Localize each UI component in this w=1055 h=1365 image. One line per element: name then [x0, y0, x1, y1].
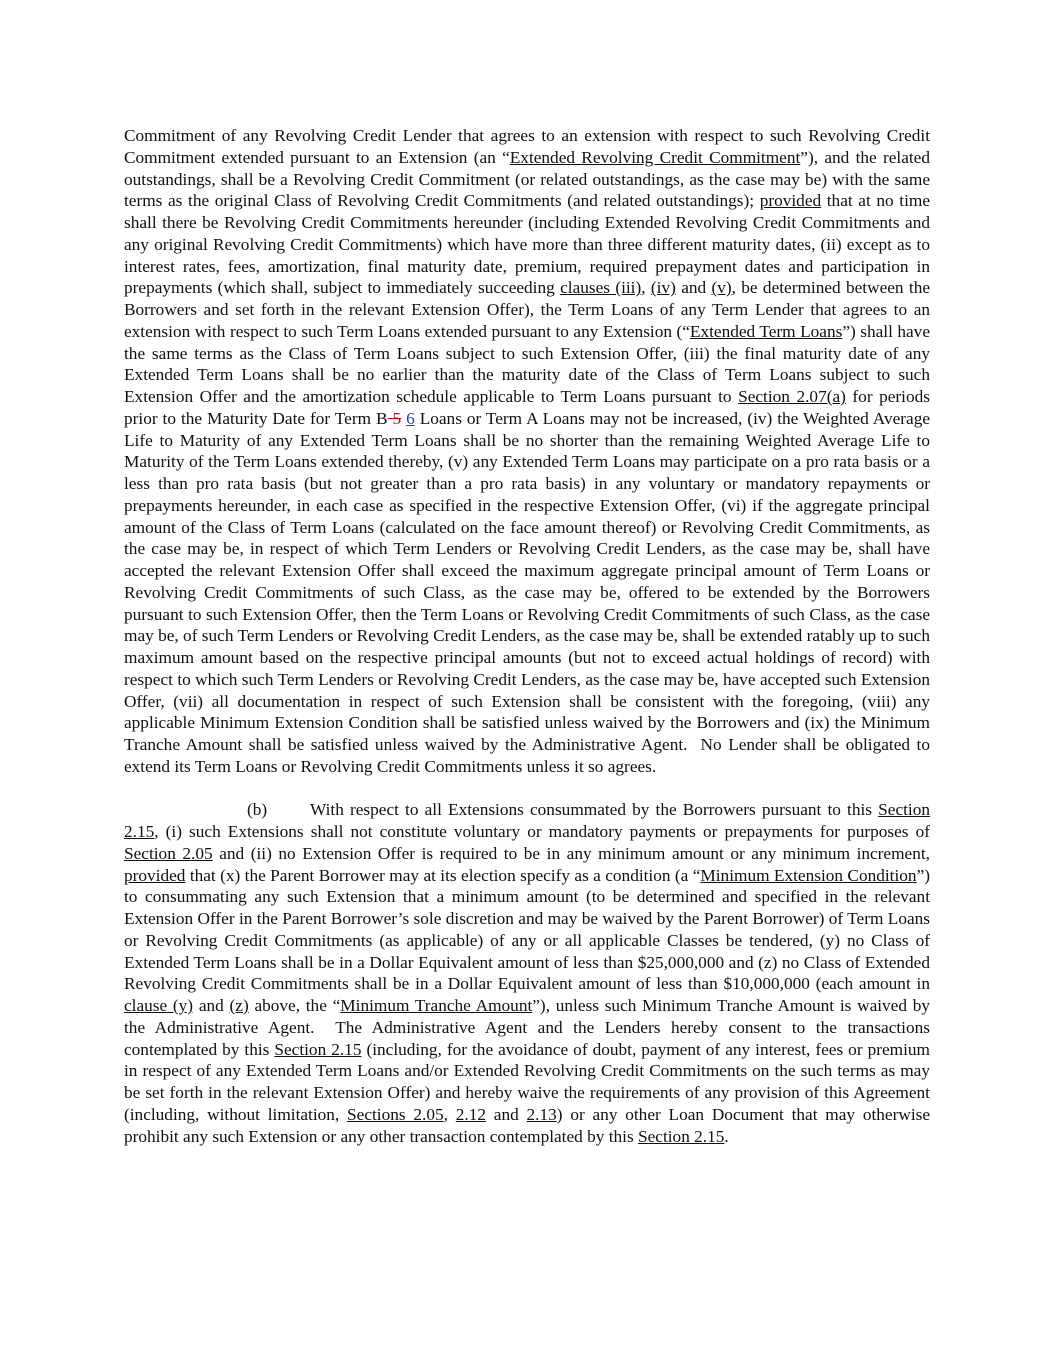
text-run: .: [724, 1126, 729, 1146]
text-run: , be determined between the Borrowers and set forth in the relevant Extension Offer), the Term Loans of any Term Lender that agrees to an extension with respect to such Term Loans extended pursuant to any Extension (“: [124, 278, 931, 341]
text-run: that at no time shall there be Revolving Credit Commitments hereunder (including Extended Revolving Credit Commitments and any original Revolving Credit Commitments) which have more than three different maturity dates, (ii) except as to interest rates, fees, amortization, final maturity date, premium, required prepayment dates and participation in prepayments (which shall, subject to immediately succeeding: [124, 191, 930, 298]
section-reference: 2.12: [455, 1104, 486, 1124]
deleted-revision: 5: [387, 408, 402, 428]
clause-reference: (z): [229, 996, 249, 1015]
defined-term: Extended Term Loans: [689, 321, 843, 341]
proviso-term: provided: [124, 865, 186, 885]
section-reference: 2.13: [526, 1104, 557, 1124]
clause-reference: (iv): [650, 278, 676, 298]
inserted-revision: 6: [406, 408, 415, 428]
paragraph-label: (b): [247, 800, 268, 820]
defined-term: Minimum Tranche Amount: [340, 996, 533, 1015]
text-run: ”) to consummating any such Extension that a minimum amount (to be determined and specified in the relevant Extension Offer in the Parent Borrower’s sole discretion and may be waived by the Parent Borrower) of Term Loans or Revolving Credit Commitments (as applicable) of any or all applicable Classes be tendered, (y) no Class of Extended Term Loans shall be in a Dollar Equivalent amount of less than $25,000,000 and (z) no Class of Extended Revolving Credit Commitments shall be in a Dollar Equivalent amount of less than $10,000,000 (each amount in: [124, 865, 930, 994]
text-run: above, the “: [248, 996, 341, 1015]
clause-reference: (v): [711, 278, 732, 298]
text-run: and: [486, 1104, 527, 1124]
text-run: that (x) the Parent Borrower may at its election specify as a condition (a “: [185, 865, 701, 885]
proviso-term: provided: [759, 191, 822, 211]
clause-reference: clauses (iii): [560, 278, 642, 298]
text-run: and: [675, 278, 712, 298]
text-run: With respect to all Extensions consummated by the Borrowers pursuant to this: [310, 800, 879, 820]
text-run: ,: [641, 278, 651, 298]
text-run: Commitment of any Revolving Credit Lender that agrees to an extension with respect to such Revolving Credit Commitment extended pursuant to an Extension (an “: [124, 126, 930, 167]
text-run: , (i) such Extensions shall not constitute voluntary or mandatory payments or prepayments for purposes of: [154, 822, 930, 841]
text-run: ) or any other Loan Document that may otherwise prohibit any such Extension or any other transaction contemplated by this: [124, 1104, 931, 1146]
text-run: ”), and the related outstandings, shall be a Revolving Credit Commitment (or related outstandings, as the case may be) with the same terms as the original Class of Revolving Credit Commitments (and related outstandings);: [124, 147, 930, 211]
defined-term: Extended Revolving Credit Commitment: [509, 147, 801, 167]
section-reference: Section 2.15: [274, 1039, 362, 1059]
text-run: ”), unless such Minimum Tranche Amount is waived by the Administrative Agent. The Administrative Agent and the Lenders hereby consent to the transactions contemplated by this: [124, 996, 931, 1059]
text-run: and: [193, 996, 230, 1015]
clause-reference: clause (y): [124, 996, 194, 1015]
text-run: ”) shall have the same terms as the Class of Term Loans subject to such Extension Offer, (iii) the final maturity date of any Extended Term Loans shall be no earlier than the maturity date of the Class of Term Loans subject to such Extension Offer and the amortization schedule applicable to Term Loans pursuant to: [124, 321, 930, 406]
text-run: Loans or Term A Loans may not be increased, (iv) the Weighted Average Life to Maturity of any Extended Term Loans shall be no shorter than the remaining Weighted Average Life to Maturity of the Term Loans extended thereby, (v) any Extended Term Loans may participate on a pro rata basis or a less than pro rata basis (but not greater than a pro rata basis) in any voluntary or mandatory repayments or prepayments hereunder, in each case as specified in the respective Extension Offer, (vi) if the aggregate principal amount of the Class of Term Loans (calculated on the face amount thereof) or Revolving Credit Commitments, as the case may be, in respect of which Term Lenders or Revolving Credit Lenders, as the case may be, shall have accepted the relevant Extension Offer shall exceed the maximum aggregate principal amount of Term Loans or Revolving Credit Commitments of such Class, as the case may be, offered to be extended by the Borrowers pursuant to such Extension Offer, then the Term Loans or Revolving Credit Commitments of such Class, as the case may be, of such Term Lenders or Revolving Credit Lenders, as the case may be, shall be extended ratably up to such maximum amount based on the respective principal amounts (but not to exceed actual holdings of record) with respect to which such Term Lenders or Revolving Credit Lenders, as the case may be, have accepted such Extension Offer, (vii) all documentation in respect of such Extension shall be consistent with the foregoing, (viii) any applicable Minimum Extension Condition shall be satisfied unless waived by the Borrowers and (ix) the Minimum Tranche Amount shall be satisfied unless waived by the Administrative Agent. No Lender shall be obligated to extend its Term Loans or Revolving Credit Commitments unless it so agrees.: [124, 408, 931, 776]
text-run: and (ii) no Extension Offer is required to be in any minimum amount or any minimum increment,: [212, 843, 930, 863]
section-reference: Section 2.05: [124, 843, 213, 863]
text-run: ,: [443, 1104, 456, 1124]
section-reference: Section 2.15: [124, 800, 930, 841]
text-run: (including, for the avoidance of doubt, payment of any interest, fees or premium in respect of any Extended Term Loans and/or Extended Revolving Credit Commitments on the such terms as may be set forth in the relevant Extension Offer) and hereby waive the requirements of any provision of this Agreement (including, without limitation,: [124, 1039, 930, 1124]
paragraph-a: [124, 125, 930, 778]
document-page: [124, 125, 930, 1147]
section-reference: Section 2.07(a): [738, 387, 846, 406]
section-reference: Sections 2.05: [347, 1104, 444, 1124]
section-reference: Section 2.15: [638, 1126, 725, 1146]
text-run: for periods prior to the Maturity Date for Term B: [124, 387, 930, 428]
paragraph-b: [124, 799, 930, 1147]
defined-term: Minimum Extension Condition: [700, 865, 917, 885]
